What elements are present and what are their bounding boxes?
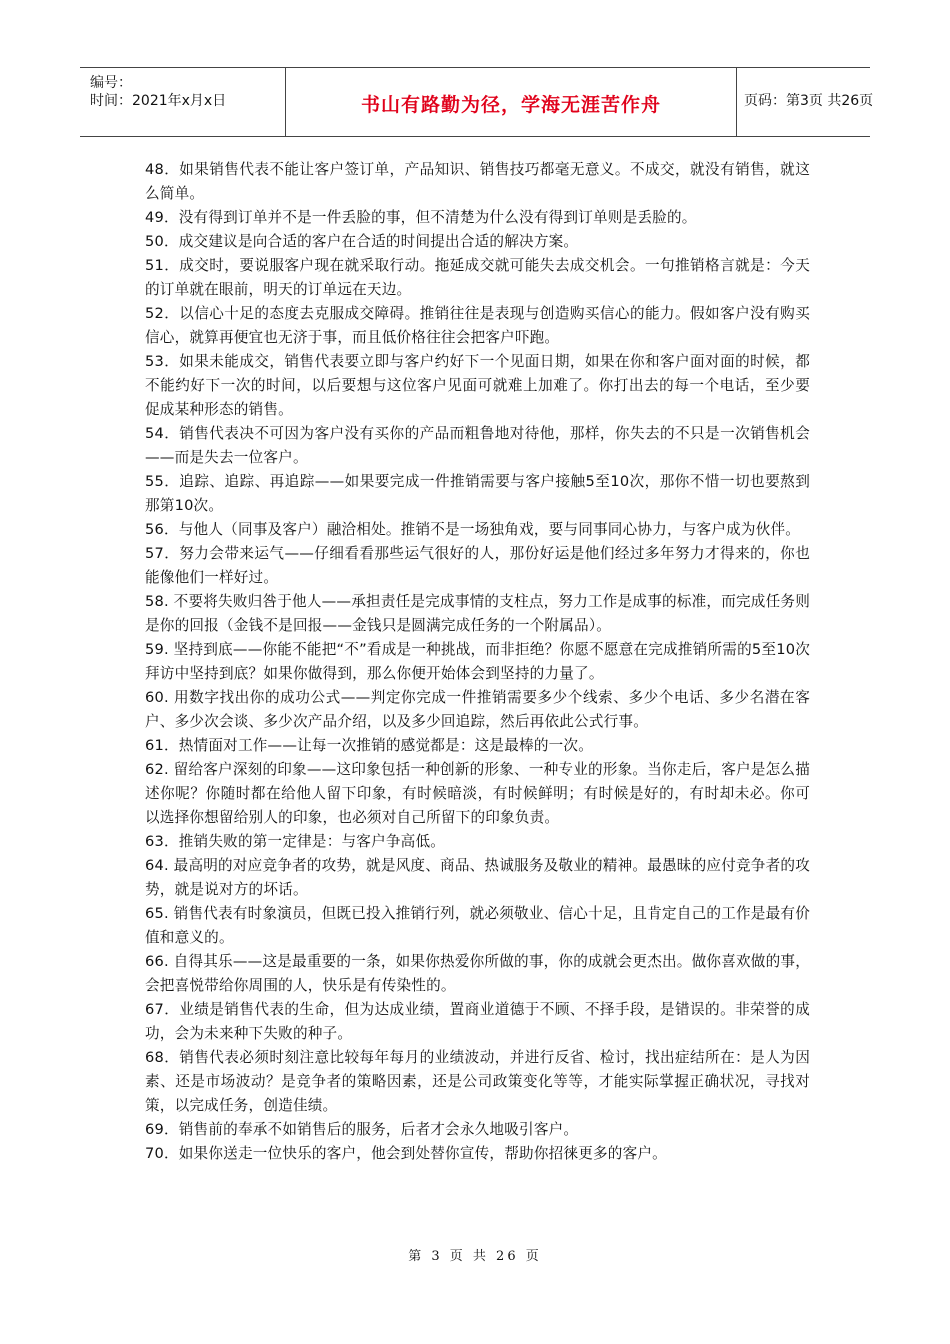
paragraph-53: 53．如果未能成交，销售代表要立即与客户约好下一个见面日期，如果在你和客户面对面的时候，都不能约好下一次的时间，以后要想与这位客户见面可就难上加难了。你打出去的每一个电话，至少要促成某种形态的销售。 <box>145 353 810 418</box>
paragraph-67: 67．业绩是销售代表的生命，但为达成业绩，置商业道德于不顾、不择手段，是错误的。非荣誉的成功，会为未来种下失败的种子。 <box>145 1001 810 1042</box>
paragraph-59: 59. 坚持到底——你能不能把“不”看成是一种挑战，而非拒绝？你愿不愿意在完成推销所需的5至10次拜访中坚持到底？如果你做得到，那么你便开始体会到坚持的力量了。 <box>145 641 810 682</box>
paragraph-66: 66. 自得其乐——这是最重要的一条，如果你热爱你所做的事，你的成就会更杰出。做你喜欢做的事，会把喜悦带给你周围的人，快乐是有传染性的。 <box>145 953 810 994</box>
paragraph-68: 68．销售代表必须时刻注意比较每年每月的业绩波动，并进行反省、检讨，找出症结所在：是人为因素、还是市场波动？是竞争者的策略因素，还是公司政策变化等等，才能实际掌握正确状况，寻找对策，以完成任务，创造佳绩。 <box>145 1049 810 1114</box>
document-number-label: 编号： <box>90 75 132 91</box>
paragraph-62: 62. 留给客户深刻的印象——这印象包括一种创新的形象、一种专业的形象。当你走后，客户是怎么描述你呢？你随时都在给他人留下印象，有时候暗淡，有时候鲜明；有时候是好的，有时却未必。你可以选择你想留给别人的印象，也必须对自己所留下的印象负责。 <box>145 761 810 826</box>
header-page-cell <box>736 68 874 136</box>
document-body <box>145 158 810 1166</box>
paragraph-49: 49．没有得到订单并不是一件丢脸的事，但不清楚为什么没有得到订单则是丢脸的。 <box>145 209 697 226</box>
paragraph-70: 70．如果你送走一位快乐的客户，他会到处替你宣传，帮助你招徕更多的客户。 <box>145 1145 667 1162</box>
paragraph-56: 56．与他人（同事及客户）融洽相处。推销不是一场独角戏，要与同事同心协力，与客户成为伙伴。 <box>145 521 801 538</box>
paragraph-55: 55．追踪、追踪、再追踪——如果要完成一件推销需要与客户接触5至10次，那你不惜一切也要熬到那第10次。 <box>145 473 810 514</box>
paragraph-60: 60. 用数字找出你的成功公式——判定你完成一件推销需要多少个线索、多少个电话、多少名潜在客户、多少次会谈、多少次产品介绍，以及多少回追踪，然后再依此公式行事。 <box>145 689 810 730</box>
header-page-code: 页码：第3页 共26页 <box>744 93 874 109</box>
paragraph-57: 57．努力会带来运气——仔细看看那些运气很好的人，那份好运是他们经过多年努力才得来的，你也能像他们一样好过。 <box>145 545 810 586</box>
paragraph-50: 50．成交建议是向合适的客户在合适的时间提出合适的解决方案。 <box>145 233 579 250</box>
paragraph-48: 48．如果销售代表不能让客户签订单，产品知识、销售技巧都毫无意义。不成交，就没有销售，就这么简单。 <box>145 161 810 202</box>
paragraph-65: 65. 销售代表有时象演员，但既已投入推销行列，就必须敬业、信心十足，且肯定自己的工作是最有价值和意义的。 <box>145 905 810 946</box>
paragraph-61: 61．热情面对工作——让每一次推销的感觉都是：这是最棒的一次。 <box>145 737 593 754</box>
paragraph-69: 69．销售前的奉承不如销售后的服务，后者才会永久地吸引客户。 <box>145 1121 579 1138</box>
paragraph-63: 63．推销失败的第一定律是：与客户争高低。 <box>145 833 446 850</box>
page-header <box>80 67 874 137</box>
paragraph-52: 52．以信心十足的态度去克服成交障碍。推销往往是表现与创造购买信心的能力。假如客户没有购买信心，就算再便宜也无济于事，而且低价格往往会把客户吓跑。 <box>145 305 810 346</box>
header-info-cell <box>80 68 285 136</box>
paragraph-51: 51．成交时，要说服客户现在就采取行动。拖延成交就可能失去成交机会。一句推销格言就是：今天的订单就在眼前，明天的订单远在天边。 <box>145 257 810 298</box>
document-time-label: 时间：2021年x月x日 <box>90 93 227 109</box>
paragraph-64: 64. 最高明的对应竞争者的攻势，就是风度、商品、热诚服务及敬业的精神。最愚昧的应付竞争者的攻势，就是说对方的坏话。 <box>145 857 810 898</box>
paragraph-54: 54．销售代表决不可因为客户没有买你的产品而粗鲁地对待他，那样，你失去的不只是一次销售机会——而是失去一位客户。 <box>145 425 810 466</box>
paragraph-58: 58. 不要将失败归咎于他人——承担责任是完成事情的支柱点，努力工作是成事的标准，而完成任务则是你的回报（金钱不是回报——金钱只是圆满完成任务的一个附属品）。 <box>145 593 810 634</box>
header-motto: 书山有路勤为径，学海无涯苦作舟 <box>360 94 661 116</box>
header-motto-cell <box>285 68 737 136</box>
page-footer: 第 3 页 共 26 页 <box>408 1249 542 1264</box>
